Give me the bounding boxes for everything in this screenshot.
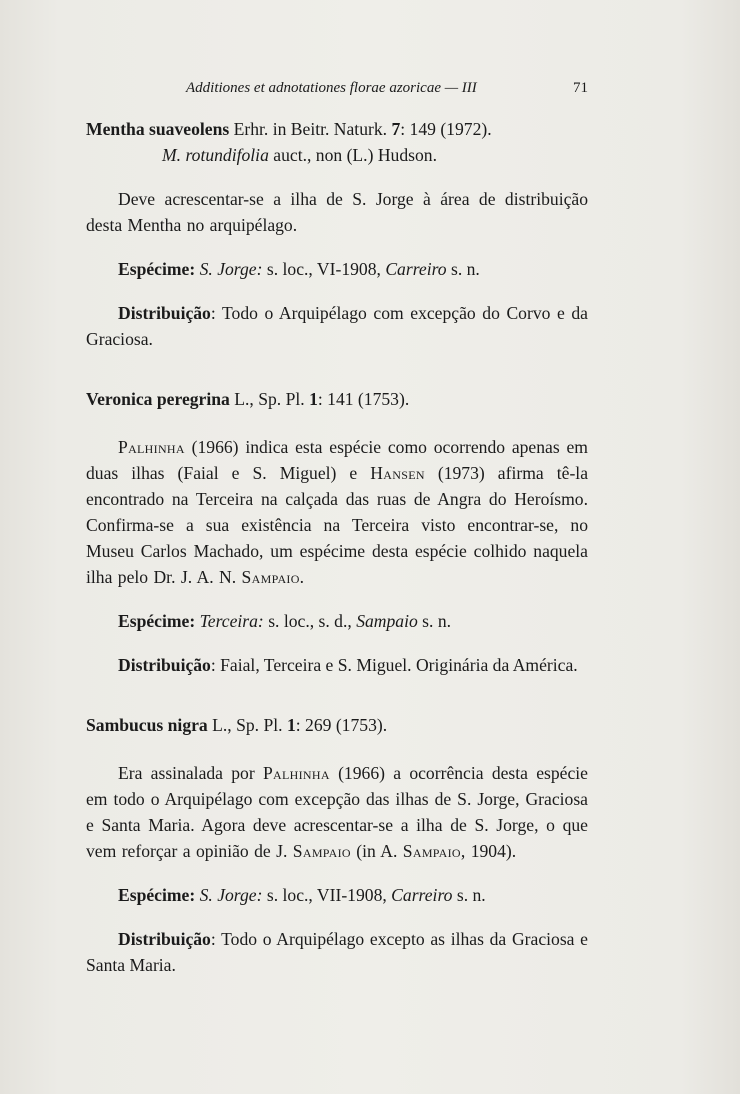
specimen-line: Espécime: S. Jorge: s. loc., VI-1908, Carreiro s. n. (118, 259, 480, 279)
specimen-label: Espécime (118, 611, 190, 631)
author-name: Sampaio (241, 567, 300, 587)
page-header (86, 80, 588, 104)
taxon-heading (86, 386, 588, 412)
distribution-label: Distribuição (118, 303, 211, 323)
distribution-label: Distribuição (118, 929, 211, 949)
author-name: Hansen (370, 463, 425, 483)
citation: : 149 (1972). (400, 119, 492, 139)
distribution-text: : Todo o Arquipélago com excepção do Corvo e da Graciosa. (86, 303, 588, 349)
page-number: 71 (573, 80, 588, 96)
taxon-heading (86, 712, 588, 738)
specimen-label: Espécime (118, 885, 190, 905)
paragraph-text: Era assinalada por (118, 763, 263, 783)
specimen-locality: S. Jorge: (199, 259, 263, 279)
specimen-collector: Sampaio (356, 611, 418, 631)
distribution-text: : Todo o Arquipélago excepto as ilhas da Graciosa e Santa Maria. (86, 929, 588, 975)
author-name: Sampaio (292, 841, 351, 861)
specimen-details: s. loc., s. d., (268, 611, 352, 631)
running-title: Additiones et adnotationes florae azoricae — III (186, 80, 477, 96)
taxon-entry-sambucus (86, 712, 588, 978)
specimen-line: Espécime: Terceira: s. loc., s. d., Sampaio s. n. (118, 611, 452, 631)
discussion-paragraph (86, 434, 588, 590)
paragraph-text: (1966) a ocorrência desta espécie em todo o Arquipélago com excepção das ilhas de S. Jorge, Graciosa e Santa Maria. Agora deve acrescentar-se a ilha de S. Jorge, o que vem reforçar a opinião de J. (86, 763, 588, 861)
specimen-details: s. loc., VI-1908, (266, 259, 381, 279)
taxon-heading (86, 116, 588, 142)
discussion-paragraph: Deve acrescentar-se a ilha de S. Jorge à área de distribuição desta Mentha no arquipélago. (86, 189, 588, 235)
volume-number: 1 (309, 389, 318, 409)
taxon-name: Veronica peregrina (86, 389, 230, 409)
specimen-locality: S. Jorge: (199, 885, 263, 905)
specimen-collector: Carreiro (391, 885, 453, 905)
taxon-entry-veronica (86, 386, 588, 678)
paragraph-text: . (299, 567, 305, 587)
paragraph-text: (in A. (350, 841, 403, 861)
paragraph-text: , 1904). (460, 841, 517, 861)
taxon-authority: L., Sp. Pl. (212, 715, 283, 735)
synonym-name: M. rotundifolia (162, 145, 269, 165)
volume-number: 1 (286, 715, 296, 735)
taxon-entry-mentha (86, 116, 588, 352)
specimen-number: s. n. (422, 611, 452, 631)
specimen-number: s. n. (456, 885, 486, 905)
taxon-authority: L., Sp. Pl. (234, 389, 305, 409)
distribution-text: : Faial, Terceira e S. Miguel. Originária da América. (210, 655, 578, 675)
specimen-collector: Carreiro (385, 259, 447, 279)
author-name: Sampaio (402, 841, 461, 861)
citation: : 141 (1753). (317, 389, 410, 409)
taxon-authority: Erhr. in Beitr. Naturk. (233, 119, 388, 139)
specimen-details: s. loc., VII-1908, (266, 885, 387, 905)
distribution-line (86, 300, 588, 352)
discussion-paragraph (86, 760, 588, 864)
paragraph-text: (1973) afirma tê-la encontrado na Terceira na calçada das ruas de Angra do Heroísmo. Confirma-se a sua existência na Terceira visto encontrar-se, no Museu Carlos Machado, um espécime desta espécie colhido naquela ilha pelo Dr. J. A. N. (86, 463, 589, 587)
specimen-label: Espécime (118, 259, 190, 279)
specimen-locality: Terceira: (199, 611, 264, 631)
specimen-line: Espécime: S. Jorge: s. loc., VII-1908, Carreiro s. n. (118, 885, 486, 905)
volume-number: 7 (391, 119, 401, 139)
synonym-authority: auct., non (L.) Hudson. (273, 145, 437, 165)
distribution-line (86, 926, 588, 978)
taxon-name: Sambucus nigra (86, 715, 208, 735)
author-name: Palhinha (118, 437, 185, 457)
page-body (86, 116, 588, 1000)
specimen-number: s. n. (450, 259, 480, 279)
distribution-label: Distribuição (118, 655, 211, 675)
distribution-line (86, 652, 588, 678)
synonym-line (86, 142, 588, 168)
taxon-name: Mentha suaveolens (86, 119, 230, 139)
paragraph-text: (1966) indica esta espécie como ocorrendo apenas em duas ilhas (Faial e S. Miguel) e (86, 437, 588, 483)
author-name: Palhinha (262, 763, 330, 783)
citation: : 269 (1753). (295, 715, 388, 735)
